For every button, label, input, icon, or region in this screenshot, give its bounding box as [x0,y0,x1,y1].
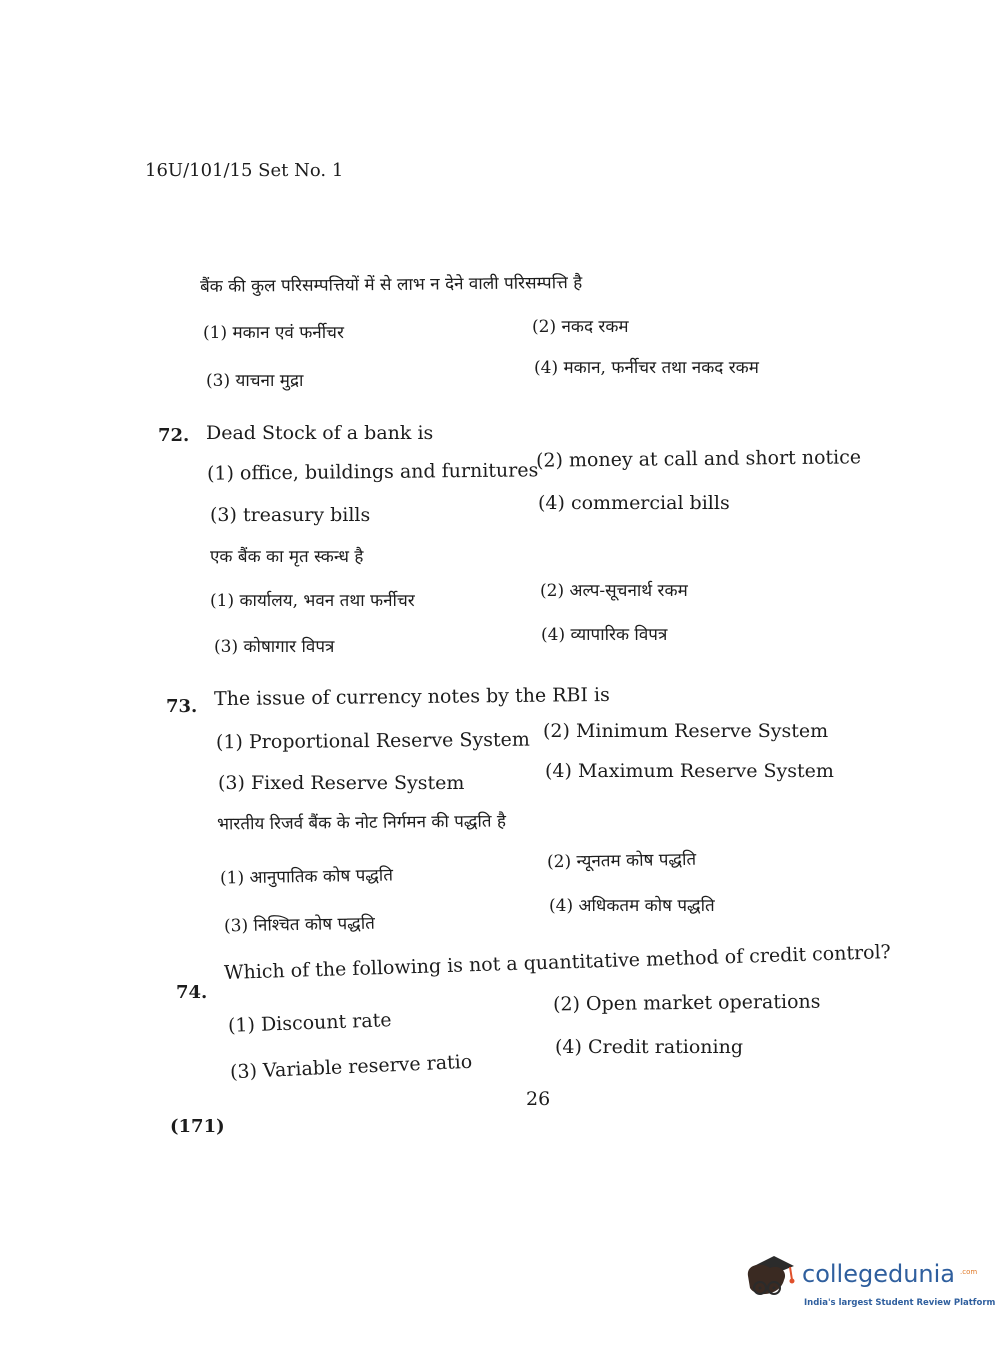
q73-option-1: (1) Proportional Reserve System [215,728,530,754]
q72-option-1: (1) office, buildings and furnitures [206,459,539,485]
set-header: 16U/101/15 Set No. 1 [145,160,344,181]
q71-option-4: (4) मकान, फर्नीचर तथा नकद रकम [534,358,759,378]
q72-hindi-option-2: (2) अल्प-सूचनार्थ रकम [540,581,688,601]
q72-hindi-stem: एक बैंक का मृत स्कन्ध है [210,547,364,567]
q73-hindi-stem: भारतीय रिजर्व बैंक के नोट निर्गमन की पद्धति है [216,811,507,835]
q74-option-2: (2) Open market operations [552,990,821,1016]
q71-hindi-stem: बैंक की कुल परिसम्पत्तियों में से लाभ न देने वाली परिसम्पत्ति है [199,272,583,298]
q74-option-4: (4) Credit rationing [555,1036,744,1058]
q72-hindi-option-1: (1) कार्यालय, भवन तथा फर्नीचर [210,591,415,611]
q74-option-1: (1) Discount rate [227,1009,392,1037]
q73-number: 73. [166,696,198,717]
q74-option-3: (3) Variable reserve ratio [229,1050,473,1084]
q72-option-2: (2) money at call and short notice [535,446,862,472]
q72-hindi-option-4: (4) व्यापारिक विपत्र [541,625,668,645]
q72-option-4: (4) commercial bills [538,492,730,514]
q72-number: 72. [158,425,190,446]
q71-option-3: (3) याचना मुद्रा [206,371,304,391]
page-number: 26 [526,1088,551,1110]
q72-hindi-option-3: (3) कोषागार विपत्र [214,637,335,657]
logo-wordmark: collegedunia [802,1260,956,1288]
q73-hindi-option-1: (1) आनुपातिक कोष पद्धति [219,865,394,889]
q73-hindi-option-4: (4) अधिकतम कोष पद्धति [549,896,715,916]
logo-suffix: .com [960,1268,978,1276]
q73-option-2: (2) Minimum Reserve System [543,720,829,742]
q72-option-3: (3) treasury bills [210,504,371,526]
collegedunia-logo[interactable] [740,1250,996,1320]
logo-tagline: India's largest Student Review Platform [804,1298,996,1308]
footer-code: (171) [170,1116,225,1137]
q74-number: 74. [176,982,208,1003]
q72-stem: Dead Stock of a bank is [206,422,434,444]
q73-stem: The issue of currency notes by the RBI is [213,683,610,711]
q73-hindi-option-2: (2) न्यूनतम कोष पद्धति [546,849,697,873]
q74-stem: Which of the following is not a quantitative method of credit control? [223,941,892,984]
q73-option-3: (3) Fixed Reserve System [218,772,465,794]
q71-option-2: (2) नकद रकम [532,317,629,337]
q73-option-4: (4) Maximum Reserve System [545,760,834,782]
q71-option-1: (1) मकान एवं फर्नीचर [203,323,344,343]
q73-hindi-option-3: (3) निश्चित कोष पद्धति [223,913,376,937]
mascot-icon [740,1250,800,1310]
